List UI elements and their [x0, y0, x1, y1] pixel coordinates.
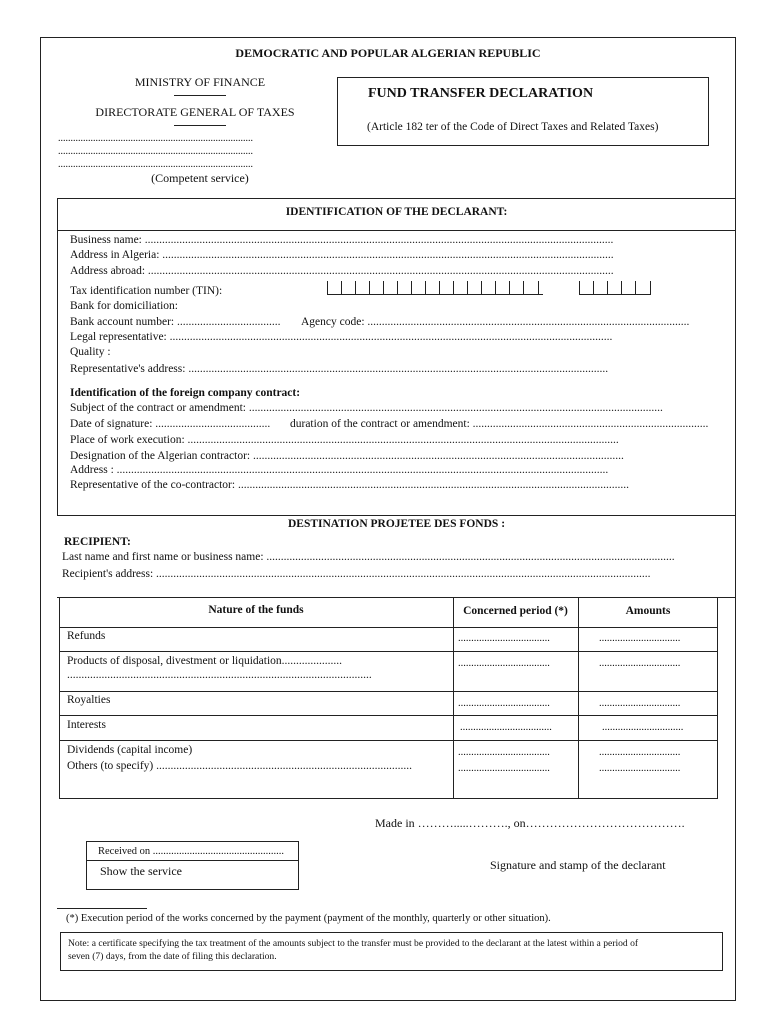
- declarant-heading: IDENTIFICATION OF THE DECLARANT:: [285, 206, 508, 218]
- table-row-divider-3: [59, 715, 718, 716]
- quality-field[interactable]: Quality :: [70, 346, 111, 358]
- row-refunds-amount[interactable]: ...............................: [599, 633, 681, 644]
- address-algeria-field[interactable]: Address in Algeria: .............................................................................................................................................................: [70, 249, 614, 261]
- made-in-field[interactable]: Made in ……….....………., on………………………………….: [375, 816, 685, 830]
- table-row-divider-0: [59, 627, 718, 628]
- declarant-heading-divider: [57, 230, 736, 231]
- tin-label: Tax identification number (TIN):: [70, 285, 223, 297]
- directorate-label: DIRECTORATE GENERAL OF TAXES: [95, 105, 295, 119]
- republic-title: DEMOCRATIC AND POPULAR ALGERIAN REPUBLIC: [235, 46, 541, 60]
- signature-label: Signature and stamp of the declarant: [490, 858, 666, 872]
- ministry-underline: [174, 95, 226, 96]
- header-period: Concerned period (*): [463, 605, 568, 617]
- tin-input-boxes[interactable]: [327, 281, 543, 295]
- note-line-2: seven (7) days, from the date of filing this declaration.: [68, 951, 277, 962]
- row-disposal-period[interactable]: ...................................: [458, 658, 550, 669]
- received-on-field[interactable]: Received on ..................................................: [98, 846, 285, 857]
- row-royalties-period[interactable]: ...................................: [458, 698, 550, 709]
- row-royalties-label: Royalties: [67, 694, 111, 706]
- row-interests-amount[interactable]: ...............................: [602, 722, 684, 733]
- row-interests-label: Interests: [67, 719, 106, 731]
- directorate-underline: [174, 125, 226, 126]
- row-others-label: Others (to specify) .........................................................................................: [67, 760, 412, 772]
- note-line-1: Note: a certificate specifying the tax treatment of the amounts subject to the transfer must be provided to the declarant at the latest within a period of: [68, 938, 639, 949]
- contract-duration-field[interactable]: duration of the contract or amendment: ..................................................................................: [290, 418, 709, 430]
- tin-key-boxes[interactable]: [579, 281, 651, 295]
- competent-service-label: (Competent service): [151, 171, 249, 185]
- footnote-text: (*) Execution period of the works concerned by the payment (payment of the monthly, quarterly or other situation).: [66, 913, 551, 924]
- work-place-field[interactable]: Place of work execution: ......................................................................................................................................................: [70, 434, 619, 446]
- row-interests-period[interactable]: ...................................: [460, 722, 552, 733]
- bank-account-field[interactable]: Bank account number: ....................................: [70, 316, 281, 328]
- business-name-field[interactable]: Business name: ...................................................................................................................................................................: [70, 234, 614, 246]
- algerian-contractor-field[interactable]: Designation of the Algerian contractor: .................................................................................................................................: [70, 450, 624, 462]
- recipient-address-field[interactable]: Recipient's address: ............................................................................................................................................................................: [62, 568, 651, 580]
- table-row-divider-1: [59, 651, 718, 652]
- contractor-address-field[interactable]: Address : ...........................................................................................................................................................................: [70, 464, 609, 476]
- service-dots-1: ..............................................................................: [58, 133, 253, 144]
- row-dividends-amount[interactable]: ...............................: [599, 747, 681, 758]
- show-service-label: Show the service: [100, 864, 182, 878]
- row-refunds-period[interactable]: ...................................: [458, 633, 550, 644]
- form-subtitle: (Article 182 ter of the Code of Direct Taxes and Related Taxes): [367, 121, 659, 133]
- row-disposal-amount[interactable]: ...............................: [599, 658, 681, 669]
- contract-heading: Identification of the foreign company contract:: [70, 387, 301, 399]
- row-royalties-amount[interactable]: ...............................: [599, 698, 681, 709]
- table-row-divider-2: [59, 691, 718, 692]
- received-box-divider: [86, 860, 299, 861]
- contract-subject-field[interactable]: Subject of the contract or amendment: ................................................................................................................................................: [70, 402, 663, 414]
- address-abroad-field[interactable]: Address abroad: ..................................................................................................................................................................: [70, 265, 614, 277]
- header-amounts: Amounts: [625, 605, 671, 617]
- service-dots-2: ..............................................................................: [58, 146, 253, 157]
- service-dots-3: ..............................................................................: [58, 159, 253, 170]
- row-dividends-period[interactable]: ...................................: [458, 747, 550, 758]
- table-row-divider-4: [59, 740, 718, 741]
- bank-domiciliation-field[interactable]: Bank for domiciliation:: [70, 300, 178, 312]
- row-others-amount[interactable]: ...............................: [599, 763, 681, 774]
- row-dividends-label: Dividends (capital income): [67, 744, 193, 756]
- recipient-heading: RECIPIENT:: [64, 536, 131, 548]
- destination-heading: DESTINATION PROJETEE DES FONDS :: [287, 518, 506, 530]
- row-disposal-label: Products of disposal, divestment or liquidation.....................: [67, 655, 343, 667]
- legal-representative-field[interactable]: Legal representative: ..........................................................................................................................................................: [70, 331, 613, 343]
- agency-code-field[interactable]: Agency code: ................................................................................................................: [301, 316, 690, 328]
- row-others-period[interactable]: ...................................: [458, 763, 550, 774]
- recipient-name-field[interactable]: Last name and first name or business name: ..............................................................................................................................................: [62, 551, 675, 563]
- row-refunds-label: Refunds: [67, 630, 106, 642]
- row-disposal-label-cont: ..........................................................................................................: [67, 669, 372, 681]
- cocontractor-rep-field[interactable]: Representative of the co-contractor: ........................................................................................................................................: [70, 479, 629, 491]
- representative-address-field[interactable]: Representative's address: ..................................................................................................................................................: [70, 363, 609, 375]
- footnote-separator: [57, 908, 147, 909]
- form-title: FUND TRANSFER DECLARATION: [368, 86, 594, 101]
- ministry-label: MINISTRY OF FINANCE: [134, 75, 266, 89]
- header-nature: Nature of the funds: [208, 604, 304, 616]
- date-signature-field[interactable]: Date of signature: ........................................: [70, 418, 271, 430]
